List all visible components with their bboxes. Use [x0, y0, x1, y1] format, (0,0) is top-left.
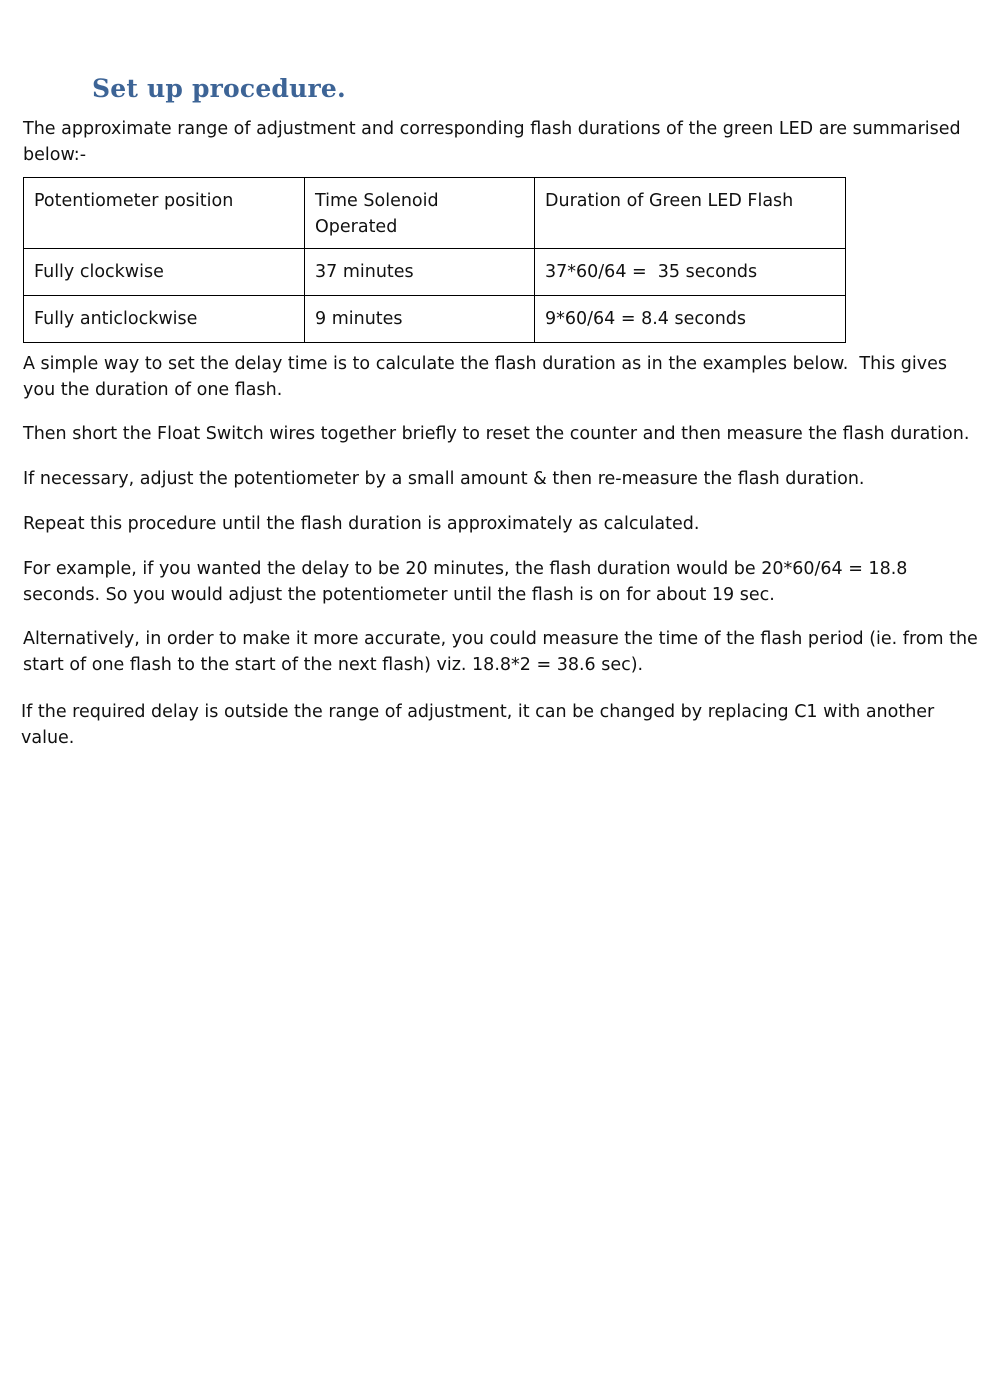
table-cell: 9*60/64 = 8.4 seconds [535, 296, 846, 343]
table-cell: Fully clockwise [24, 249, 305, 296]
body-paragraph: Then short the Float Switch wires together briefly to reset the counter and then measure the flash duration. [23, 424, 970, 444]
table-cell: 9 minutes [305, 296, 535, 343]
body-paragraph: For example, if you wanted the delay to be 20 minutes, the flash duration would be 20*60/64 = 18.8 seconds. So you would adjust the potentiometer until the flash is on for about 19 sec. [23, 559, 908, 605]
table-row [24, 249, 846, 296]
intro-paragraph: The approximate range of adjustment and corresponding flash durations of the green LED are summarised below:- [23, 119, 961, 165]
table-cell: 37*60/64 = 35 seconds [535, 249, 846, 296]
table-cell: Fully anticlockwise [24, 296, 305, 343]
flash-duration-table [23, 177, 846, 343]
header-cell: Duration of Green LED Flash [535, 178, 846, 249]
table-header-row [24, 178, 846, 249]
header-cell: Potentiometer position [24, 178, 305, 249]
body-paragraph: Repeat this procedure until the flash duration is approximately as calculated. [23, 514, 700, 534]
body-paragraph: Alternatively, in order to make it more accurate, you could measure the time of the flash period (ie. from the start of one flash to the start of the next flash) viz. 18.8*2 = 38.6 sec). [23, 629, 978, 675]
page-title: Set up procedure. [92, 74, 346, 103]
body-paragraph: If necessary, adjust the potentiometer by a small amount & then re-measure the flash duration. [23, 469, 865, 489]
table-row [24, 296, 846, 343]
table-cell: 37 minutes [305, 249, 535, 296]
body-paragraph: A simple way to set the delay time is to calculate the flash duration as in the examples below. This gives you the duration of one flash. [23, 354, 953, 400]
body-paragraph: If the required delay is outside the range of adjustment, it can be changed by replacing C1 with another value. [21, 702, 935, 748]
header-cell: Time Solenoid Operated [305, 178, 535, 249]
